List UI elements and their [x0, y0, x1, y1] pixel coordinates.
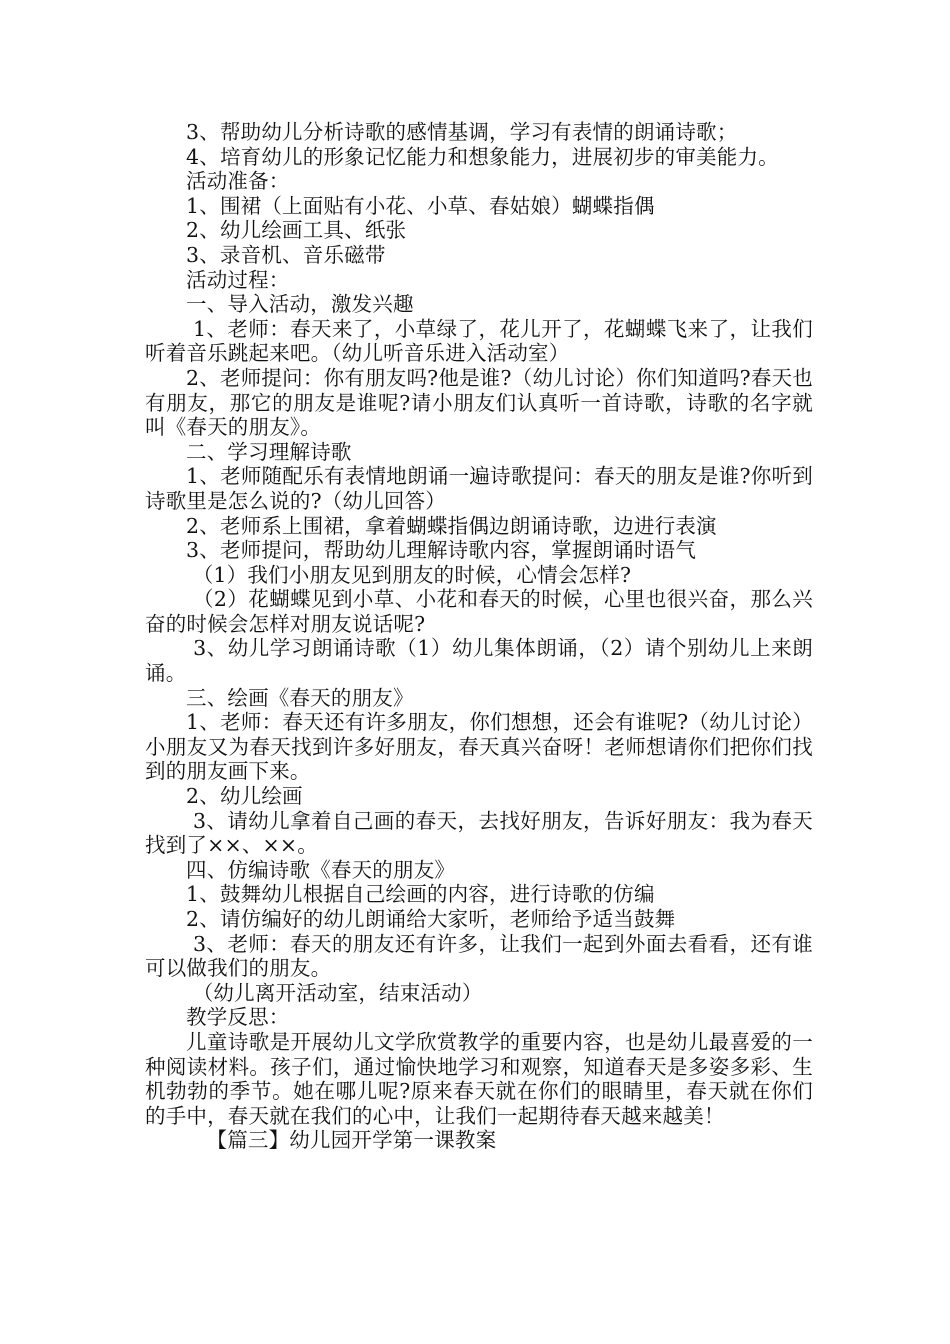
paragraph: （2）花蝴蝶见到小草、小花和春天的时候，心里也很兴奋，那么兴奋的时候会怎样对朋友说话呢?	[145, 587, 814, 636]
paragraph: 教学反思：	[186, 1005, 290, 1030]
paragraph: 2、老师提问：你有朋友吗?他是谁?（幼儿讨论）你们知道吗?春天也有朋友，那它的朋友是谁呢?请小朋友们认真听一首诗歌，诗歌的名字就叫《春天的朋友》。	[145, 365, 813, 440]
paragraph: 1、老师随配乐有表情地朗诵一遍诗歌提问：春天的朋友是谁?你听到诗歌里是怎么说的?（幼儿回答）	[145, 464, 813, 513]
paragraph: 1、鼓舞幼儿根据自己绘画的内容，进行诗歌的仿编	[186, 882, 655, 907]
paragraph: 2、老师系上围裙，拿着蝴蝶指偶边朗诵诗歌，边进行表演	[186, 513, 717, 538]
paragraph: （1）我们小朋友见到朋友的时候，心情会怎样?	[186, 562, 632, 587]
paragraph: 3、录音机、音乐磁带	[186, 242, 386, 267]
paragraph: 活动过程：	[186, 267, 290, 292]
paragraph: 四、仿编诗歌《春天的朋友》	[186, 857, 456, 882]
paragraph: 3、帮助幼儿分析诗歌的感情基调，学习有表情的朗诵诗歌；	[186, 120, 738, 144]
paragraph: 一、导入活动，激发兴趣	[186, 292, 414, 317]
paragraph: 2、幼儿绘画	[186, 784, 303, 809]
paragraph: 3、老师：春天的朋友还有许多，让我们一起到外面去看看，还有谁可以做我们的朋友。	[145, 931, 814, 981]
paragraph: 2、幼儿绘画工具、纸张	[186, 218, 407, 243]
document-body	[145, 120, 813, 1153]
paragraph: 2、请仿编好的幼儿朗诵给大家听，老师给予适当鼓舞	[186, 907, 676, 931]
paragraph: （幼儿离开活动室，结束活动）	[186, 980, 483, 1005]
paragraph: 3、老师提问，帮助幼儿理解诗歌内容，掌握朗诵时语气	[186, 538, 697, 563]
paragraph: 儿童诗歌是开展幼儿文学欣赏教学的重要内容，也是幼儿最喜爱的一种阅读材料。孩子们，通过愉快地学习和观察，知道春天是多姿多彩、生机勃勃的季节。她在哪儿呢?原来春天就在你们的眼睛里，春天就在你们的手中，春天就在我们的心中，让我们一起期待春天越来越美！	[145, 1029, 813, 1128]
paragraph: 3、请幼儿拿着自己画的春天，去找好朋友，告诉好朋友：我为春天找到了××、××。	[145, 808, 814, 858]
paragraph: 1、老师：春天来了，小草绿了，花儿开了，花蝴蝶飞来了，让我们听着音乐跳起来吧。（幼儿听音乐进入活动室）	[145, 316, 814, 366]
paragraph: 1、老师：春天还有许多朋友，你们想想，还会有谁呢?（幼儿讨论）小朋友又为春天找到许多好朋友，春天真兴奋呀！老师想请你们把你们找到的朋友画下来。	[145, 710, 813, 784]
paragraph: 二、学习理解诗歌	[186, 439, 352, 464]
paragraph: 4、培育幼儿的形象记忆能力和想象能力，进展初步的审美能力。	[186, 144, 779, 169]
paragraph: 三、绘画《春天的朋友》	[186, 685, 414, 710]
paragraph: 【篇三】幼儿园开学第一课教案	[206, 1128, 497, 1153]
paragraph: 活动准备：	[186, 169, 290, 194]
paragraph: 1、围裙（上面贴有小花、小草、春姑娘）蝴蝶指偶	[186, 193, 655, 218]
paragraph: 3、幼儿学习朗诵诗歌（1）幼儿集体朗诵，（2）请个别幼儿上来朗诵。	[145, 636, 813, 686]
